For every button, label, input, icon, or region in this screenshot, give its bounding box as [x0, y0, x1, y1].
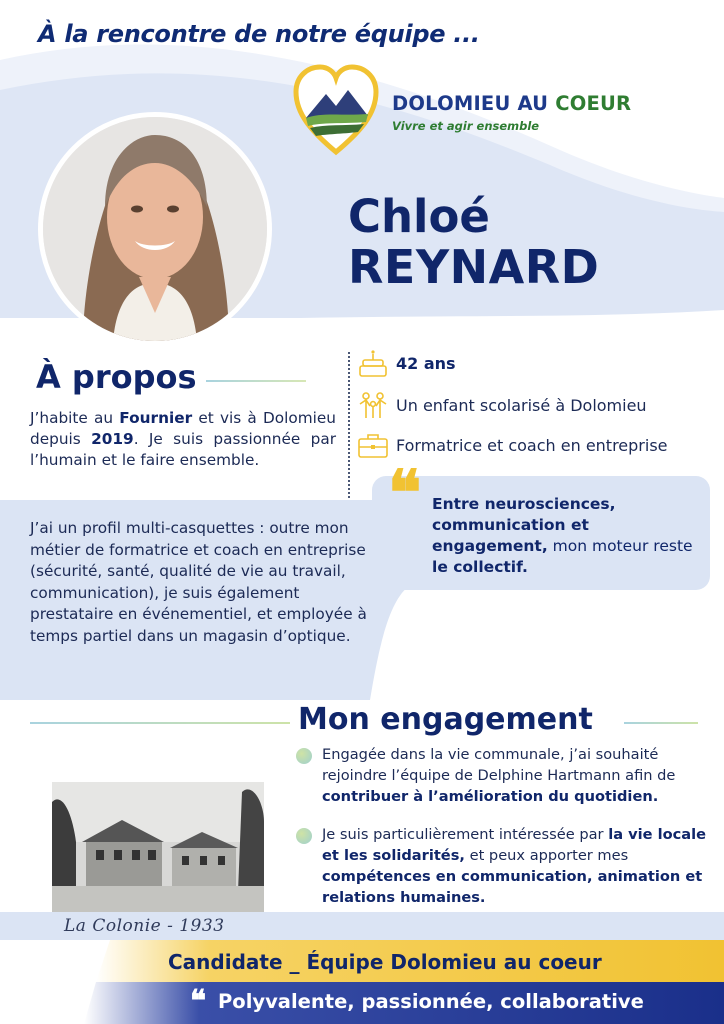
logo-tagline: Vivre et agir ensemble: [392, 119, 540, 133]
engagement-line-right: [624, 722, 698, 724]
quote-bold-1: Entre neurosciences, communication et engagement,: [432, 495, 616, 555]
logo-name: [392, 92, 631, 115]
motto-text: Polyvalente, passionnée, collaborative: [218, 990, 644, 1013]
engagement-item-2-text: [322, 824, 716, 908]
bio-bold-1: Fournier: [119, 409, 193, 427]
engagement-item-1-text: [322, 744, 716, 807]
bio-text-2: et vis à Dolomieu depuis: [30, 409, 336, 448]
quote-text: [432, 494, 702, 578]
vertical-dotted-divider: [348, 352, 350, 498]
bio-text-3: . Je suis passionnée par l’humain et le faire ensemble.: [30, 430, 336, 469]
candidate-name: [348, 192, 599, 292]
heart-mountains-logo-icon: [292, 62, 380, 158]
family-icon: [356, 390, 390, 422]
engagement-2-text-1: Je suis particulièrement intéressée par: [322, 826, 609, 843]
candidate-first-name: Chloé: [348, 190, 490, 243]
engagement-1-bold: contribuer à l’amélioration du quotidien.: [322, 788, 659, 805]
bio-bold-2: 2019: [91, 430, 134, 448]
fact-child-text: Un enfant scolarisé à Dolomieu: [396, 396, 647, 415]
candidate-last-name: REYNARD: [348, 239, 600, 294]
candidate-portrait: [38, 112, 272, 346]
engagement-2-text-2: et peux apporter mes: [464, 847, 629, 864]
about-title: À propos: [36, 358, 197, 396]
engagement-2-bold-1: la vie locale et les solidarités,: [322, 826, 707, 864]
bullet-dot-icon: [296, 828, 312, 844]
engagement-line-left: [30, 722, 290, 724]
page-header-title: À la rencontre de notre équipe ...: [38, 20, 480, 48]
photo-caption: La Colonie - 1933: [64, 916, 225, 936]
engagement-2-bold-2: compétences en communication, animation et relations humaines.: [322, 868, 703, 906]
quote-text-1: mon moteur reste: [547, 537, 693, 555]
bullet-dot-icon: [296, 748, 312, 764]
engagement-1-text: Engagée dans la vie communale, j’ai souhaité rejoindre l’équipe de Delphine Hartmann afin de: [322, 746, 676, 784]
historic-building-photo: [52, 782, 264, 912]
logo-name-part1: DOLOMIEU AU: [392, 92, 556, 115]
logo-name-part2: COEUR: [555, 92, 632, 115]
quote-mark-icon: ❝: [388, 456, 422, 529]
fact-age-text: 42 ans: [396, 354, 456, 373]
fact-child: [356, 390, 724, 426]
motto-quote-mark-icon: ❝: [190, 984, 207, 1019]
bio-text-1: J’habite au: [30, 409, 120, 427]
cake-icon: [356, 348, 390, 380]
about-title-underline: [206, 380, 306, 382]
engagement-title: Mon engagement: [298, 702, 593, 737]
historic-photo-illustration: [52, 782, 264, 912]
fact-job-text: Formatrice et coach en entreprise: [396, 436, 668, 455]
quote-bold-2: le collectif.: [432, 558, 528, 576]
about-bio: [30, 408, 336, 471]
team-banner-text: Candidate _ Équipe Dolomieu au coeur: [168, 950, 602, 974]
portrait-illustration: [43, 117, 267, 341]
profile-paragraph: J’ai un profil multi-casquettes : outre mon métier de formatrice et coach en entreprise (sécurité, santé, qualité de vie au travail, communication), je suis également prestataire en événementiel, et employée à temps partiel dans un magasin d’optique.: [30, 519, 367, 645]
briefcase-icon: [356, 430, 390, 462]
logo: [292, 62, 712, 162]
fact-age: [356, 348, 724, 384]
